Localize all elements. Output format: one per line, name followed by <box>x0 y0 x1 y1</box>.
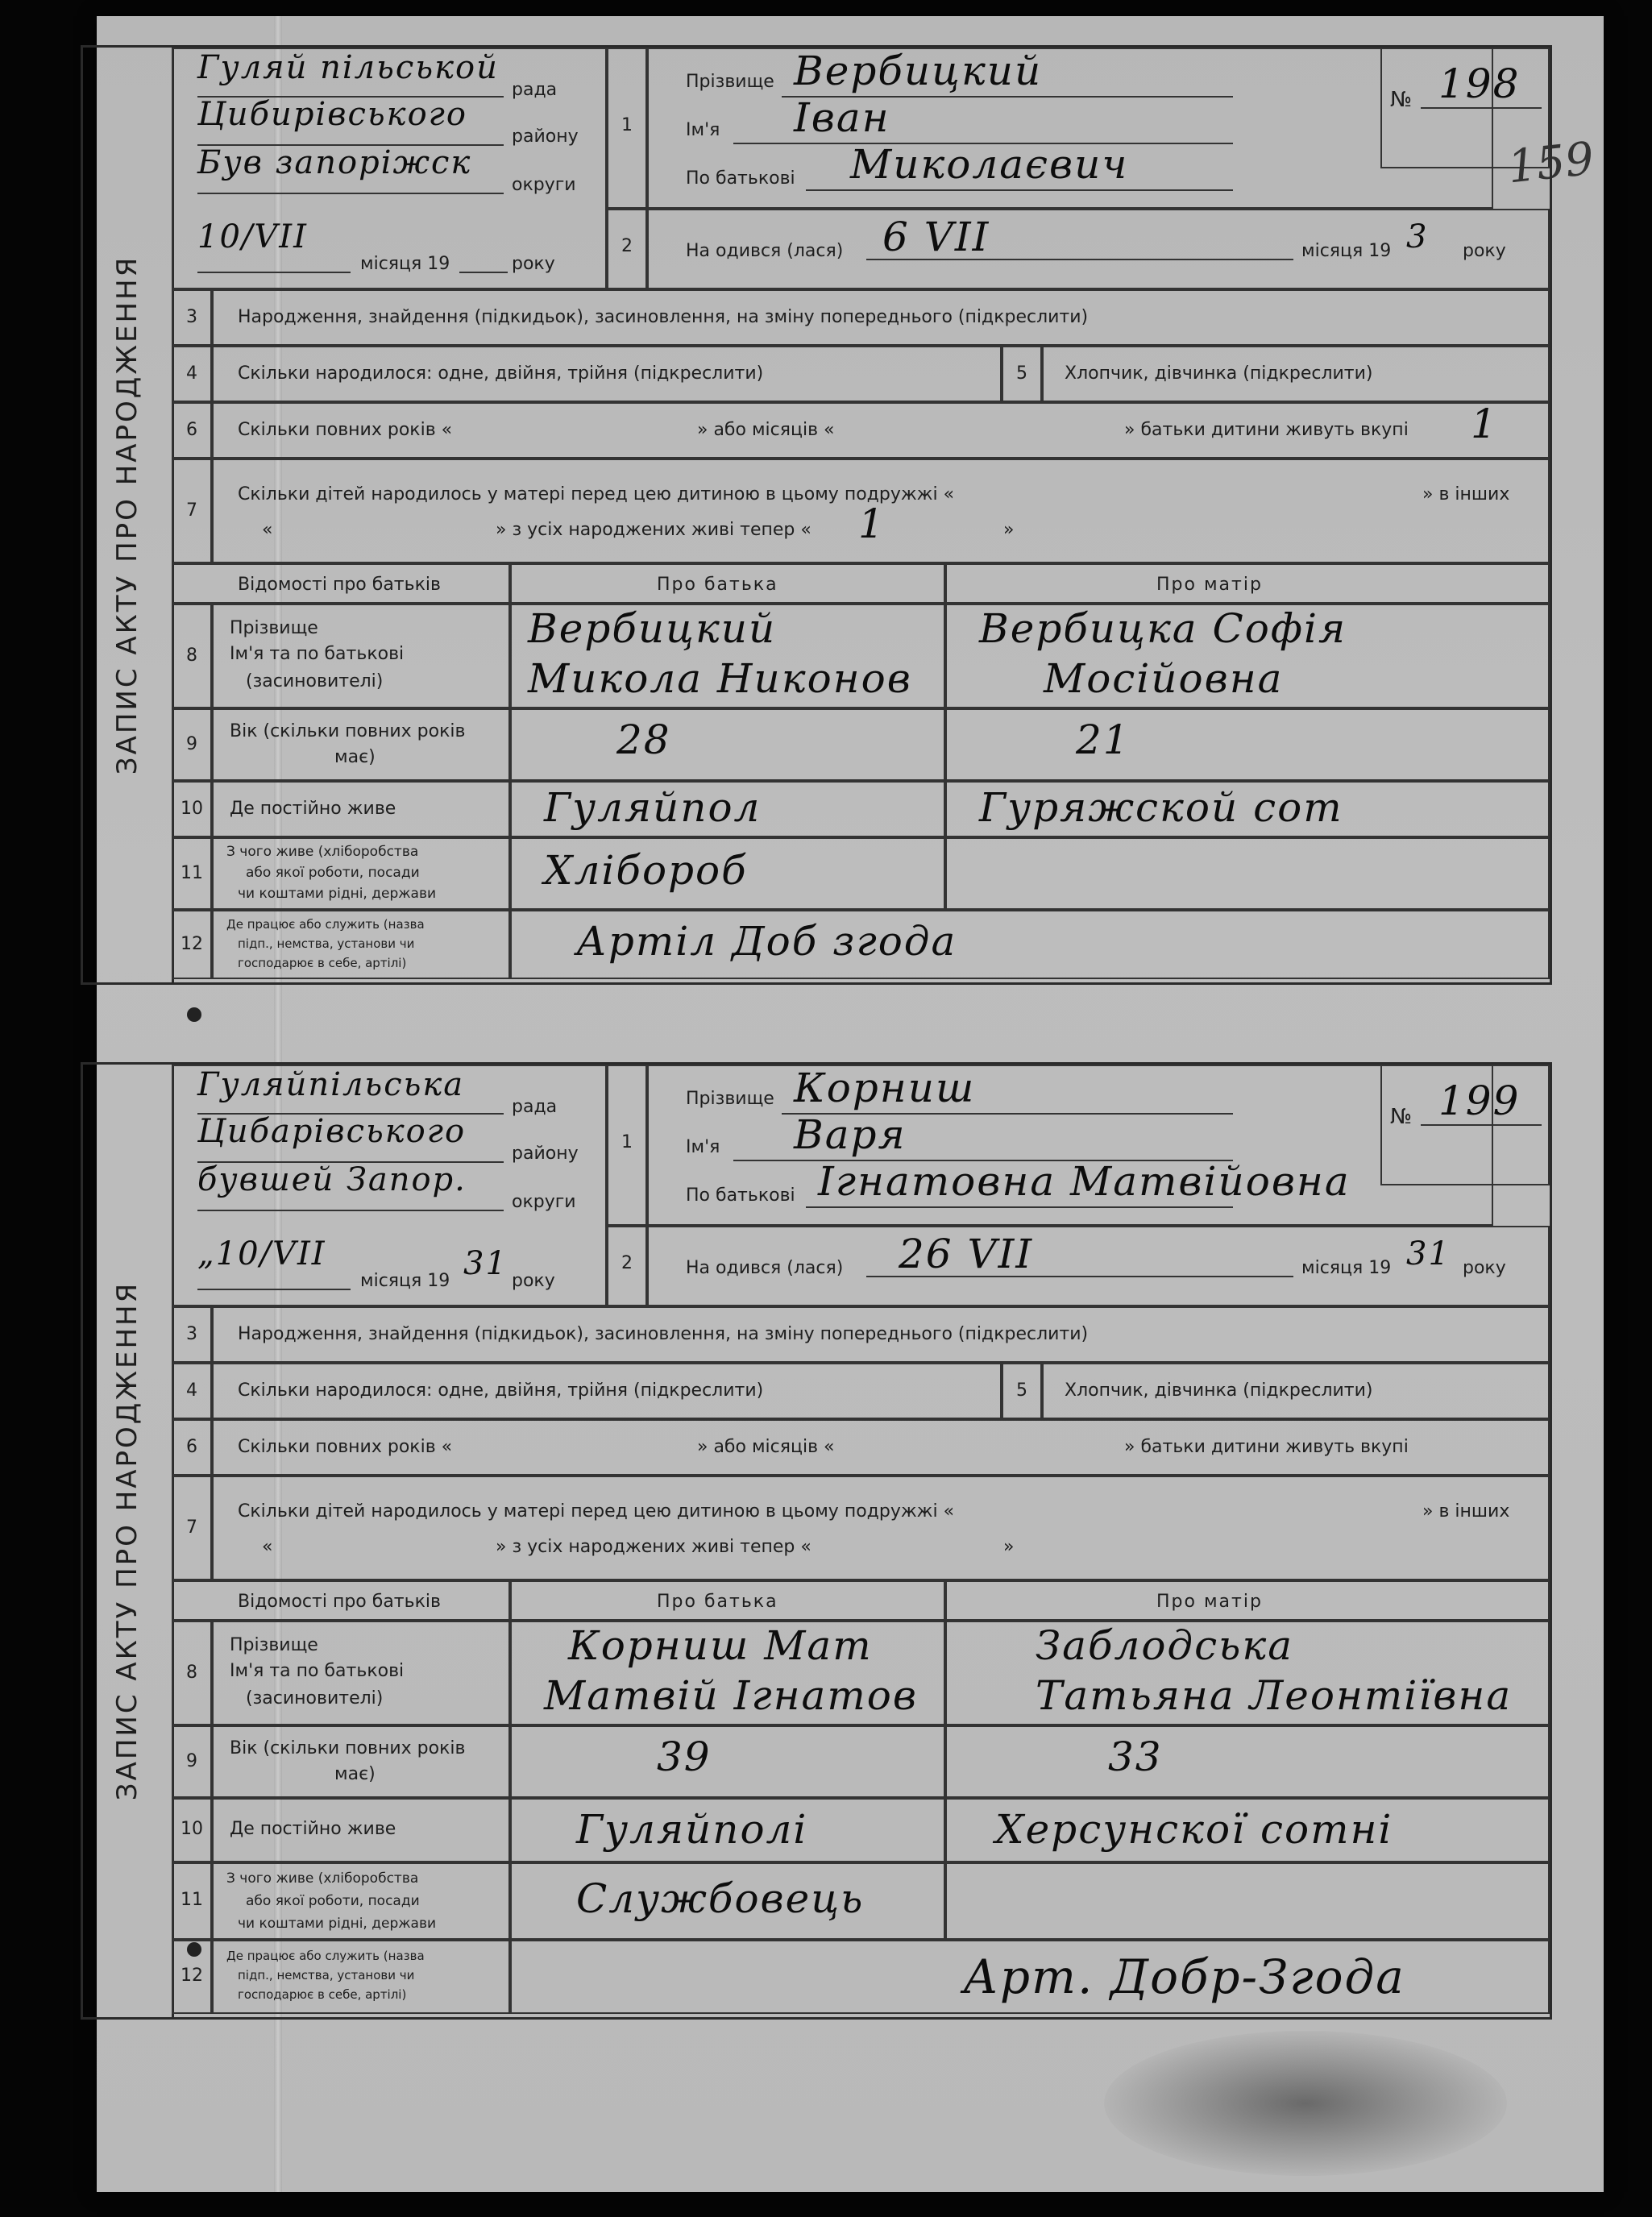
row-number: 7 <box>172 1476 212 1580</box>
page-number-note: 159 <box>1505 132 1597 194</box>
child-surname: Корниш <box>794 1065 976 1111</box>
mother-age: 33 <box>1108 1733 1163 1780</box>
row-number: 2 <box>607 209 647 289</box>
father-residence: Гуляйполі <box>576 1806 808 1853</box>
birth-type-row: Народження, знайдення (підкидьок), засиновлення, на зміну попереднього (підкреслити) <box>212 289 1550 346</box>
residence-label-cell: Де постійно живе <box>212 1798 510 1862</box>
row-number: 5 <box>1002 1363 1042 1419</box>
rada-label: рада <box>512 80 558 100</box>
child-name: Варя <box>794 1111 907 1158</box>
birth-year: 3 <box>1406 218 1429 255</box>
father-head: Про батька <box>510 1580 945 1621</box>
row-number: 7 <box>172 459 212 563</box>
mother-name-cell <box>945 1621 1550 1725</box>
father-residence-cell <box>510 1798 945 1862</box>
parents-info-head: Відомості про батьків <box>172 1580 510 1621</box>
name-label-cell: Прізвище Ім'я та по батькові (засиновителі) <box>212 604 510 708</box>
record-number-box <box>1380 48 1550 168</box>
row-number: 8 <box>172 1621 212 1725</box>
previous-children-row: Скільки дітей народилось у матері перед цею дитиною в цьому подружжі « » в інших « » з усіх народжених живі тепер « » <box>212 1476 1550 1580</box>
row-number: 6 <box>172 1419 212 1476</box>
raion-handwriting: Цибирівського <box>197 96 467 133</box>
mother-head: Про матір <box>945 563 1550 604</box>
row-number: 12 <box>172 910 212 979</box>
birth-record-2 <box>81 1062 1552 2020</box>
birth-date-block <box>647 209 1550 289</box>
row-number: 11 <box>172 837 212 910</box>
workplace-label-cell: Де працює або служить (назва підп., немства, установи чи господарює в себе, артілі) <box>212 910 510 979</box>
record-number: 198 <box>1438 60 1521 107</box>
father-age: 39 <box>657 1733 712 1780</box>
birth-record-1 <box>81 45 1552 985</box>
raion-label: району <box>512 127 579 147</box>
ink-stain <box>1104 2031 1507 2176</box>
okrug-handwriting: бувшей Запор. <box>197 1161 467 1198</box>
marriage-duration-row: Скільки повних років « » або місяців « » батьки дитини живуть вкупі 1 <box>212 402 1550 459</box>
born-label: На одився (лася) <box>686 241 844 261</box>
row-number: 11 <box>172 1862 212 1940</box>
sex-row: Хлопчик, дівчинка (підкреслити) <box>1042 1363 1550 1419</box>
mother-name: Татьяна Леонтіївна <box>1036 1672 1513 1719</box>
registration-date-handwriting: 10/VII <box>197 218 308 255</box>
father-age-cell <box>510 708 945 781</box>
age-label-cell: Вік (скільки повних років має) <box>212 1725 510 1798</box>
mother-residence-cell <box>945 1798 1550 1862</box>
child-name-block: Прізвище Корниш Ім'я Варя По батькові Ігнатовна Матвійовна <box>647 1065 1493 1226</box>
workplace: Артіл Доб згода <box>576 918 957 965</box>
father-head: Про батька <box>510 563 945 604</box>
child-name: Іван <box>794 94 890 141</box>
mother-name: Мосійовна <box>1044 655 1284 702</box>
father-surname: Корниш Мат <box>568 1622 873 1669</box>
row-number: 6 <box>172 402 212 459</box>
father-residence-cell <box>510 781 945 837</box>
binding-hole <box>187 1007 201 1022</box>
record-number: 199 <box>1438 1077 1521 1124</box>
father-occupation-cell <box>510 1862 945 1940</box>
side-title: ЗАПИС АКТУ ПРО НАРОДЖЕННЯ <box>83 1065 174 2017</box>
rada-handwriting: Гуляйпільська <box>197 1066 465 1103</box>
mother-age-cell <box>945 1725 1550 1798</box>
child-patronymic: Ігнатовна Матвійовна <box>818 1158 1351 1205</box>
father-name-cell <box>510 1621 945 1725</box>
row-number: 10 <box>172 781 212 837</box>
father-name-cell <box>510 604 945 708</box>
okrug-handwriting: Був запоріжск <box>197 144 472 181</box>
born-year-label: року <box>1463 241 1506 261</box>
birth-date: 6 VII <box>882 214 990 260</box>
month-label: місяця 19 <box>360 254 450 274</box>
row-number: 4 <box>172 346 212 402</box>
born-month-label: місяця 19 <box>1301 241 1392 261</box>
year-label: року <box>512 254 555 274</box>
row-number: 1 <box>607 1065 647 1226</box>
row-number: 3 <box>172 289 212 346</box>
mother-head: Про матір <box>945 1580 1550 1621</box>
father-age: 28 <box>616 716 671 763</box>
row-number: 8 <box>172 604 212 708</box>
birth-date-block: На одився (лася) 26 VII місяця 19 31 року <box>647 1226 1550 1306</box>
row-number: 2 <box>607 1226 647 1306</box>
living-children: 1 <box>858 500 886 547</box>
surname-label: Прізвище <box>686 72 774 92</box>
row-number: 9 <box>172 708 212 781</box>
cohabitation-years: 1 <box>1471 401 1498 447</box>
father-occupation-cell <box>510 837 945 910</box>
side-title: ЗАПИС АКТУ ПРО НАРОДЖЕННЯ <box>83 48 174 982</box>
location-block <box>172 48 607 289</box>
name-label-cell: Прізвище Ім'я та по батькові (засиновителі) <box>212 1621 510 1725</box>
okrug-label: округи <box>512 175 576 195</box>
workplace-cell <box>510 1940 1550 2014</box>
mother-occupation-cell <box>945 1862 1550 1940</box>
father-name: Матвій Ігнатов <box>544 1672 918 1719</box>
father-surname: Вербицкий <box>528 605 777 652</box>
location-block: Гуляйпільська рада Цибарівського району бувшей Запор. округи „10/VII місяця 19 31 року <box>172 1065 607 1306</box>
row-number: 10 <box>172 1798 212 1862</box>
mother-occupation-cell <box>945 837 1550 910</box>
row-number: 9 <box>172 1725 212 1798</box>
previous-children-row: Скільки дітей народилось у матері перед цею дитиною в цьому подружжі « » в інших « » з усіх народжених живі тепер « 1 » <box>212 459 1550 563</box>
occupation-label-cell: З чого живе (хліборобства або якої роботи, посади чи коштами рідні, держави <box>212 1862 510 1940</box>
row-number: 12 <box>172 1940 212 2014</box>
name-label: Ім'я <box>686 120 720 140</box>
father-age-cell <box>510 1725 945 1798</box>
age-label-cell: Вік (скільки повних років має) <box>212 708 510 781</box>
row-number: 4 <box>172 1363 212 1419</box>
child-name-block <box>647 48 1493 209</box>
child-surname: Вербицкий <box>794 48 1043 94</box>
mother-age: 21 <box>1076 716 1131 763</box>
birth-date: 26 VII <box>899 1231 1034 1277</box>
occupation-label-cell: З чого живе (хліборобства або якої роботи, посади чи коштами рідні, держави <box>212 837 510 910</box>
workplace-cell <box>510 910 1550 979</box>
marriage-duration-row: Скільки повних років « » або місяців « » батьки дитини живуть вкупі <box>212 1419 1550 1476</box>
registration-date-handwriting: „10/VII <box>197 1235 326 1272</box>
mother-residence-cell <box>945 781 1550 837</box>
workplace-label-cell: Де працює або служить (назва підп., немства, установи чи господарює в себе, артілі) <box>212 1940 510 2014</box>
birth-count-row: Скільки народилося: одне, двійня, трійня (підкреслити) <box>212 346 1002 402</box>
child-patronymic: Миколаєвич <box>850 141 1129 188</box>
residence-label-cell: Де постійно живе <box>212 781 510 837</box>
father-occupation: Хлібороб <box>544 847 748 894</box>
father-name: Микола Никонов <box>528 655 912 702</box>
patronymic-label: По батькові <box>686 168 795 189</box>
row-number: 1 <box>607 48 647 209</box>
birth-type-row: Народження, знайдення (підкидьок), засиновлення, на зміну попереднього (підкреслити) <box>212 1306 1550 1363</box>
birth-year: 31 <box>1406 1235 1451 1272</box>
father-occupation: Службовець <box>576 1875 865 1922</box>
record-number-box: № 199 <box>1380 1065 1550 1185</box>
birth-count-row: Скільки народилося: одне, двійня, трійня (підкреслити) <box>212 1363 1002 1419</box>
mother-surname: Заблодська <box>1036 1622 1293 1669</box>
father-residence: Гуляйпол <box>544 784 762 831</box>
mother-age-cell <box>945 708 1550 781</box>
raion-handwriting: Цибарівського <box>197 1113 467 1150</box>
mother-residence: Гуряжской сот <box>979 784 1343 831</box>
number-label: № <box>1390 88 1413 112</box>
parents-info-head: Відомості про батьків <box>172 563 510 604</box>
row-number: 3 <box>172 1306 212 1363</box>
mother-residence: Херсунскої сотні <box>995 1806 1393 1853</box>
rada-handwriting: Гуляй пільськой <box>197 49 499 86</box>
row-number: 5 <box>1002 346 1042 402</box>
mother-name-cell <box>945 604 1550 708</box>
workplace: Арт. Добр-Згода <box>963 1949 1405 2004</box>
mother-surname: Вербицка Софія <box>979 605 1347 652</box>
sex-row: Хлопчик, дівчинка (підкреслити) <box>1042 346 1550 402</box>
registration-year: 31 <box>463 1245 508 1282</box>
